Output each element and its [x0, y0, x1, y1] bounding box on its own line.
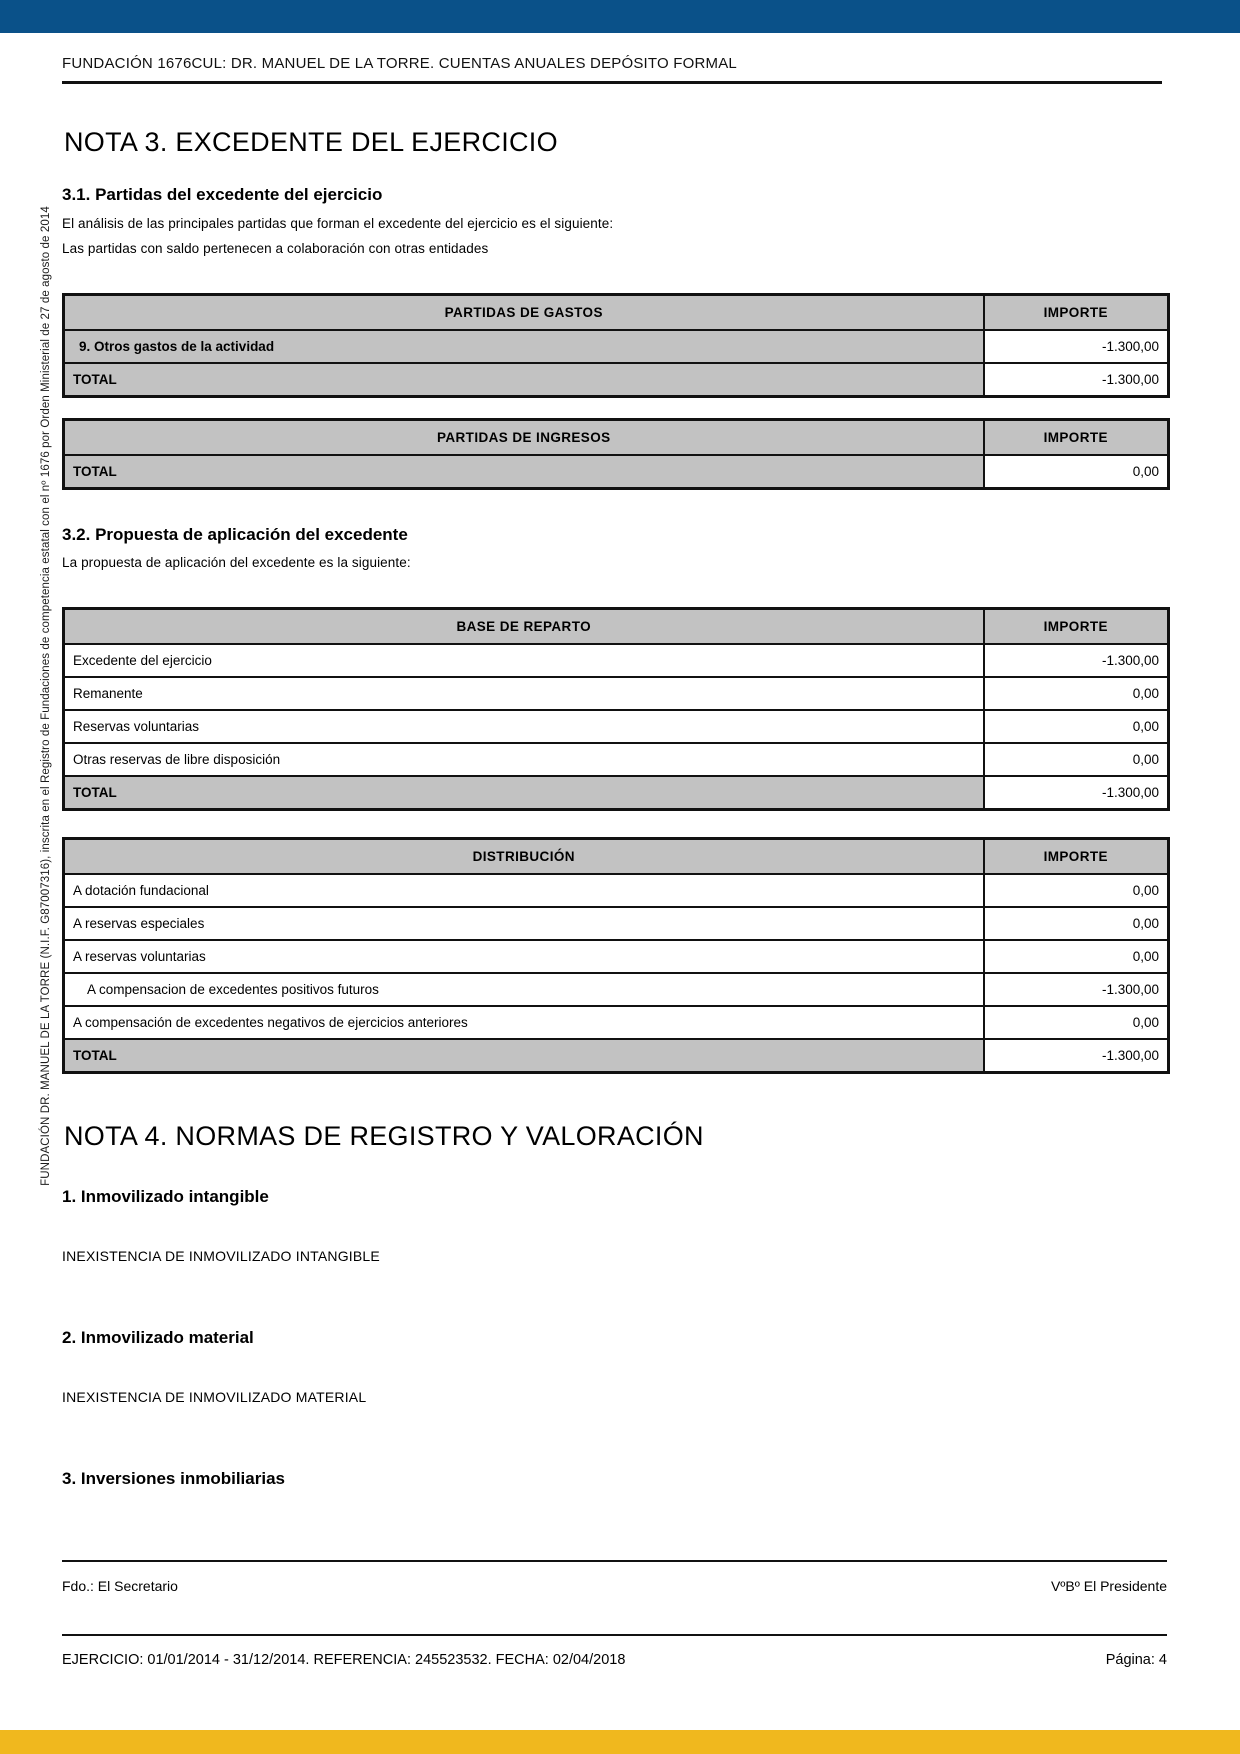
row-label: A dotación fundacional — [64, 874, 984, 907]
row-amount: -1.300,00 — [984, 973, 1169, 1006]
nota4-item-2-body: INEXISTENCIA DE INMOVILIZADO MATERIAL — [62, 1389, 367, 1406]
row-amount: 0,00 — [984, 677, 1169, 710]
base-de-reparto-table — [62, 607, 1170, 811]
partidas-gastos-table — [62, 293, 1170, 398]
table-total-row — [64, 1039, 1169, 1073]
nota4-item-1-heading: 1. Inmovilizado intangible — [62, 1186, 269, 1206]
table-header-row — [64, 294, 1169, 330]
row-amount: 0,00 — [984, 907, 1169, 940]
row-amount: -1.300,00 — [984, 330, 1169, 363]
table-row — [64, 743, 1169, 776]
total-amount: -1.300,00 — [984, 776, 1169, 810]
row-amount: 0,00 — [984, 874, 1169, 907]
row-amount: 0,00 — [984, 1006, 1169, 1039]
table-row — [64, 677, 1169, 710]
table-row — [64, 644, 1169, 677]
nota4-item-2-heading: 2. Inmovilizado material — [62, 1327, 254, 1347]
ingresos-col-label: PARTIDAS DE INGRESOS — [64, 419, 984, 455]
partidas-ingresos-table — [62, 418, 1170, 490]
row-amount: 0,00 — [984, 710, 1169, 743]
table-header-row — [64, 419, 1169, 455]
row-amount: 0,00 — [984, 743, 1169, 776]
row-label: A reservas especiales — [64, 907, 984, 940]
table-row — [64, 907, 1169, 940]
total-label: TOTAL — [64, 1039, 984, 1073]
distribucion-table — [62, 837, 1170, 1074]
table-row — [64, 710, 1169, 743]
total-label: TOTAL — [64, 455, 984, 489]
document-content — [62, 126, 1167, 1489]
row-label: Excedente del ejercicio — [64, 644, 984, 677]
row-label: Otras reservas de libre disposición — [64, 743, 984, 776]
total-label: TOTAL — [64, 776, 984, 810]
nota3-heading: NOTA 3. EXCEDENTE DEL EJERCICIO — [64, 127, 558, 157]
table-row — [64, 1006, 1169, 1039]
row-label: Reservas voluntarias — [64, 710, 984, 743]
table-header-row — [64, 838, 1169, 874]
document-header-title: FUNDACIÓN 1676CUL: DR. MANUEL DE LA TORRE. CUENTAS ANUALES DEPÓSITO FORMAL — [62, 55, 737, 72]
base-col-amount: IMPORTE — [984, 608, 1169, 644]
signature-row — [62, 1562, 1167, 1594]
signature-secretary: Fdo.: El Secretario — [62, 1578, 178, 1594]
distribucion-col-label: DISTRIBUCIÓN — [64, 838, 984, 874]
table-row — [64, 973, 1169, 1006]
row-label: A reservas voluntarias — [64, 940, 984, 973]
footer-exercise-reference: EJERCICIO: 01/01/2014 - 31/12/2014. REFERENCIA: 245523532. FECHA: 02/04/2018 — [62, 1652, 626, 1668]
row-amount: -1.300,00 — [984, 644, 1169, 677]
distribucion-col-amount: IMPORTE — [984, 838, 1169, 874]
row-label: A compensacion de excedentes positivos futuros — [64, 973, 984, 1006]
section-3-2-paragraph-1: La propuesta de aplicación del excedente es la siguiente: — [62, 555, 411, 571]
nota4-item-3-heading: 3. Inversiones inmobiliarias — [62, 1468, 285, 1488]
table-header-row — [64, 608, 1169, 644]
document-header — [62, 55, 1167, 84]
total-amount: 0,00 — [984, 455, 1169, 489]
ingresos-col-amount: IMPORTE — [984, 419, 1169, 455]
header-rule — [62, 81, 1162, 84]
row-label: Remanente — [64, 677, 984, 710]
row-label: 9. Otros gastos de la actividad — [64, 330, 984, 363]
base-col-label: BASE DE REPARTO — [64, 608, 984, 644]
margin-registry-note: FUNDACIÓN DR. MANUEL DE LA TORRE (N.I.F. G87007316), inscrita en el Registro de Fundaciones de competencia estatal con el nº 1676 por Orden Ministerial de 27 de agosto de 2014 — [40, 206, 52, 1186]
footer-meta-row — [62, 1636, 1167, 1668]
section-3-2-heading: 3.2. Propuesta de aplicación del excedente — [62, 524, 408, 544]
row-amount: 0,00 — [984, 940, 1169, 973]
nota4-item-1-body: INEXISTENCIA DE INMOVILIZADO INTANGIBLE — [62, 1248, 380, 1265]
section-3-1-heading: 3.1. Partidas del excedente del ejercicio — [62, 185, 383, 205]
table-total-row — [64, 776, 1169, 810]
table-total-row — [64, 455, 1169, 489]
total-amount: -1.300,00 — [984, 1039, 1169, 1073]
row-label: A compensación de excedentes negativos de ejercicios anteriores — [64, 1006, 984, 1039]
table-total-row — [64, 363, 1169, 397]
table-row — [64, 874, 1169, 907]
table-row — [64, 330, 1169, 363]
page-number: Página: 4 — [1105, 1652, 1167, 1668]
total-label: TOTAL — [64, 363, 984, 397]
gastos-col-amount: IMPORTE — [984, 294, 1169, 330]
page-body — [62, 0, 1180, 1754]
total-amount: -1.300,00 — [984, 363, 1169, 397]
page-footer — [62, 1560, 1167, 1668]
section-3-1-paragraph-2: Las partidas con saldo pertenecen a colaboración con otras entidades — [62, 241, 489, 257]
table-row — [64, 940, 1169, 973]
nota4-heading: NOTA 4. NORMAS DE REGISTRO Y VALORACIÓN — [64, 1120, 704, 1151]
signature-president: VºBº El Presidente — [1050, 1578, 1167, 1594]
section-3-1-paragraph-1: El análisis de las principales partidas que forman el excedente del ejercicio es el siguiente: — [62, 215, 614, 231]
gastos-col-label: PARTIDAS DE GASTOS — [64, 294, 984, 330]
